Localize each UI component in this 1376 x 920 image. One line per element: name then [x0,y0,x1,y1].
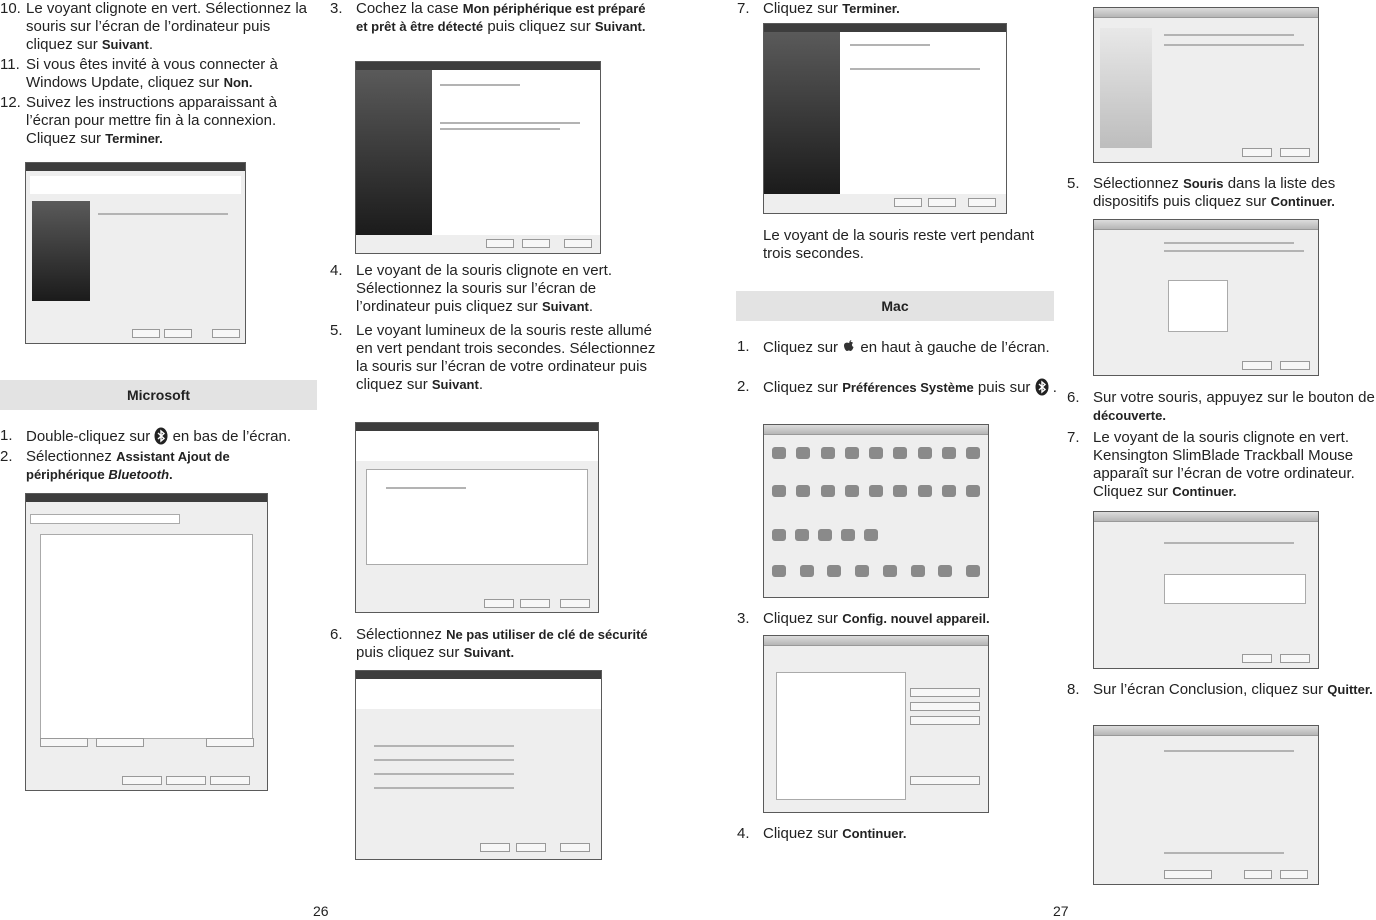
mac-step-8 [1067,681,1376,699]
step-text: puis cliquez sur [356,644,464,661]
step-emphasis: Config. nouvel appareil. [842,611,990,626]
step-text: Cliquez sur [763,339,843,356]
step-number: 3. [330,0,343,17]
step-text: . [148,36,154,53]
screenshot-system-preferences [763,424,989,598]
step-text: en haut à gauche de l’écran. [856,339,1050,356]
mac-step-6 [1067,389,1376,425]
step-text: puis cliquez sur [483,18,595,35]
screenshot-security-key [355,670,602,860]
step-number: 4. [737,825,750,842]
step-text: . [478,376,484,393]
step-emphasis: Suivant [541,299,589,314]
step-7-terminer [737,0,1063,18]
section-mac [736,291,1054,321]
screenshot-mac-bluetooth [763,635,989,813]
page-number-left: 26 [313,903,329,919]
step-number: 2. [0,448,13,465]
step-text: . [1048,379,1057,396]
step-text: . [588,298,594,315]
screenshot-wizard-welcome [355,61,601,254]
step-3 [330,0,656,36]
step-number: 1. [737,338,750,355]
step-emphasis: découverte. [1093,408,1166,423]
step-text: Sur votre souris, appuyez sur le bouton de [1093,389,1375,406]
section-microsoft-title: Microsoft [127,387,190,403]
screenshot-bluetooth-devices [25,493,268,791]
step-emphasis: Suivant [101,37,149,52]
step-text: Le voyant de la souris clignote en vert. Kensington SlimBlade Trackball Mouse apparaît sur l’écran de votre ordinateur. Cliquez sur [1093,429,1355,500]
step-item [0,94,312,148]
mac-step-4 [737,825,1063,843]
page-number-right: 27 [1053,903,1069,919]
bluetooth-icon [1035,378,1049,396]
step-emphasis: Préférences Système [842,380,974,395]
step-number: 4. [330,262,343,279]
screenshot-mac-select-type [1093,219,1319,376]
step-item [0,56,312,92]
step-text: Cliquez sur [763,0,843,17]
screenshot-mac-conclusion [1093,725,1319,885]
step-text: Sélectionnez [26,448,117,465]
screenshot-windows-finish [25,162,246,344]
steps-microsoft [0,427,312,486]
step-emphasis: Ne pas utiliser de clé de sécurité [446,627,648,642]
step-number: 11. [0,56,20,73]
step-emphasis: Continuer. [1172,484,1237,499]
step-emphasis: Quitter. [1327,682,1373,697]
step-text: Double-cliquez sur [26,428,155,445]
step-emphasis: Continuer. [842,826,907,841]
step-number: 12. [0,94,21,111]
step-number: 5. [1067,175,1080,192]
step-text: Le voyant lumineux de la souris reste allumé en vert pendant trois secondes. Sélectionnez la souris sur l’écran de votre ordinateur puis cliquez sur [356,322,656,393]
step-text: Cliquez sur [763,825,843,842]
step-number: 3. [737,610,750,627]
step-emphasis: Continuer. [1270,194,1335,209]
step-text: Sélectionnez [356,626,447,643]
step-emphasis: Terminer. [105,131,163,146]
mac-step-7 [1067,429,1376,501]
step-emphasis: Mon périphérique est préparé et prêt à être détecté [356,1,646,34]
step-emphasis: Suivant. [463,645,515,660]
step-6 [330,626,656,662]
step-emphasis: Non. [223,75,253,90]
mouse-note: Le voyant de la souris reste vert pendant trois secondes. [763,227,1034,262]
step-number: 5. [330,322,343,339]
step-item [0,427,312,446]
step-emphasis: Souris [1183,176,1224,191]
step-text: Cliquez sur [763,610,843,627]
step-text: Si vous êtes invité à vous connecter à Windows Update, cliquez sur [26,56,278,91]
mac-step-3 [737,610,1063,628]
section-microsoft [0,380,317,410]
step-text: Suivez les instructions apparaissant à l’écran pour mettre fin à la connexion. Cliquez sur [26,94,277,147]
mac-step-2 [737,378,1063,397]
step-text: dans la liste des dispositifs puis cliquez sur [1093,175,1336,210]
step-emphasis: Bluetooth [108,467,170,482]
step-number: 10. [0,0,21,17]
step-text: en bas de l’écran. [168,428,291,445]
step-number: 2. [737,378,750,395]
step-emphasis: Assistant Ajout de périphérique [26,449,230,482]
step-emphasis: . [169,467,173,482]
step-text: Sur l’écran Conclusion, cliquez sur [1093,681,1328,698]
bluetooth-icon [154,427,168,445]
step-number: 6. [1067,389,1080,406]
mac-step-5 [1067,175,1376,211]
step-number: 8. [1067,681,1080,698]
step-5 [330,322,666,394]
screenshot-select-device [355,422,599,613]
section-mac-title: Mac [881,298,909,314]
step-text: Sélectionnez [1093,175,1184,192]
step-number: 7. [1067,429,1080,446]
step-item [0,0,312,54]
mac-step-1 [737,338,1063,357]
step-text: puis sur [973,379,1035,396]
step-emphasis: Suivant. [594,19,646,34]
screenshot-wizard-finish [763,23,1007,214]
steps-top [0,0,312,150]
step-emphasis: Suivant [431,377,479,392]
step-item [0,448,312,484]
step-number: 7. [737,0,750,17]
step-number: 1. [0,427,13,444]
screenshot-mac-introduction [1093,7,1319,163]
step-4 [330,262,656,316]
step-number: 6. [330,626,343,643]
step-text: Cochez la case [356,0,463,17]
step-text: Le voyant de la souris clignote en vert. Sélectionnez la souris sur l’écran de l’ordinateur puis cliquez sur [356,262,612,315]
screenshot-mac-config [1093,511,1319,669]
step-emphasis: Terminer. [842,1,900,16]
apple-icon [842,338,856,356]
step-text: Le voyant clignote en vert. Sélectionnez la souris sur l’écran de l’ordinateur puis cliquez sur [26,0,308,53]
step-text: Cliquez sur [763,379,843,396]
